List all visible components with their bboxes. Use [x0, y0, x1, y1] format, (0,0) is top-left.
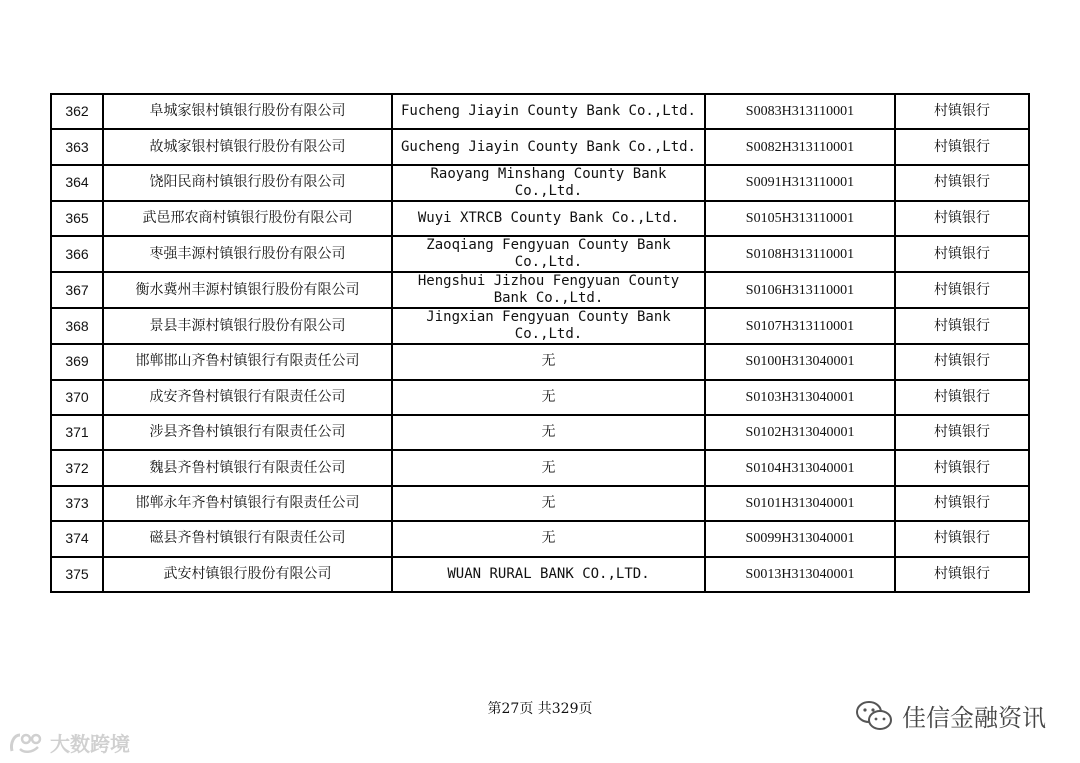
wechat-icon [854, 699, 894, 733]
cell-bank-name-en: 无 [392, 344, 705, 379]
cell-bank-name-en: 无 [392, 486, 705, 521]
cell-institution-code: S0083H313110001 [705, 94, 895, 129]
table-row [51, 201, 1029, 236]
cell-bank-name-cn: 邯郸永年齐鲁村镇银行有限责任公司 [103, 486, 392, 521]
table-row [51, 450, 1029, 485]
cell-institution-code: S0099H313040001 [705, 521, 895, 556]
watermark-right [854, 698, 1046, 733]
cell-bank-name-en: WUAN RURAL BANK CO.,LTD. [392, 557, 705, 592]
cell-bank-name-cn: 饶阳民商村镇银行股份有限公司 [103, 165, 392, 201]
cell-institution-code: S0106H313110001 [705, 272, 895, 308]
table-row [51, 344, 1029, 379]
cell-bank-name-en: 无 [392, 415, 705, 450]
cell-institution-type: 村镇银行 [895, 450, 1029, 485]
cell-bank-name-cn: 成安齐鲁村镇银行有限责任公司 [103, 380, 392, 415]
cell-bank-name-en: 无 [392, 521, 705, 556]
cell-institution-type: 村镇银行 [895, 557, 1029, 592]
cell-number: 371 [51, 415, 103, 450]
cell-bank-name-cn: 魏县齐鲁村镇银行有限责任公司 [103, 450, 392, 485]
cell-bank-name-en: Jingxian Fengyuan County Bank Co.,Ltd. [392, 308, 705, 344]
table-row [51, 165, 1029, 201]
cell-number: 374 [51, 521, 103, 556]
table-row [51, 308, 1029, 344]
cell-number: 369 [51, 344, 103, 379]
cell-institution-code: S0091H313110001 [705, 165, 895, 201]
cell-institution-code: S0013H313040001 [705, 557, 895, 592]
watermark-left [8, 728, 130, 757]
cell-bank-name-en: Zaoqiang Fengyuan County Bank Co.,Ltd. [392, 236, 705, 272]
cell-institution-code: S0082H313110001 [705, 129, 895, 164]
cell-institution-type: 村镇银行 [895, 201, 1029, 236]
cell-institution-type: 村镇银行 [895, 94, 1029, 129]
cell-bank-name-cn: 故城家银村镇银行股份有限公司 [103, 129, 392, 164]
cell-institution-type: 村镇银行 [895, 308, 1029, 344]
cell-institution-code: S0105H313110001 [705, 201, 895, 236]
cell-number: 362 [51, 94, 103, 129]
cell-institution-type: 村镇银行 [895, 129, 1029, 164]
cell-bank-name-cn: 磁县齐鲁村镇银行有限责任公司 [103, 521, 392, 556]
cell-institution-code: S0100H313040001 [705, 344, 895, 379]
cell-number: 375 [51, 557, 103, 592]
cell-bank-name-cn: 阜城家银村镇银行股份有限公司 [103, 94, 392, 129]
cell-number: 372 [51, 450, 103, 485]
cell-institution-type: 村镇银行 [895, 165, 1029, 201]
cell-institution-code: S0102H313040001 [705, 415, 895, 450]
cell-institution-code: S0101H313040001 [705, 486, 895, 521]
cell-institution-code: S0108H313110001 [705, 236, 895, 272]
cell-institution-type: 村镇银行 [895, 380, 1029, 415]
cell-institution-code: S0104H313040001 [705, 450, 895, 485]
cell-bank-name-cn: 武安村镇银行股份有限公司 [103, 557, 392, 592]
cell-institution-type: 村镇银行 [895, 521, 1029, 556]
cell-bank-name-en: Raoyang Minshang County Bank Co.,Ltd. [392, 165, 705, 201]
cell-number: 367 [51, 272, 103, 308]
watermark-left-text: 大数跨境 [50, 732, 130, 756]
cell-bank-name-en: 无 [392, 450, 705, 485]
cell-number: 363 [51, 129, 103, 164]
cell-institution-type: 村镇银行 [895, 344, 1029, 379]
table-row [51, 415, 1029, 450]
table-row [51, 272, 1029, 308]
table-row [51, 94, 1029, 129]
cell-institution-type: 村镇银行 [895, 415, 1029, 450]
cell-number: 365 [51, 201, 103, 236]
cell-number: 370 [51, 380, 103, 415]
watermark-right-text: 佳信金融资讯 [902, 704, 1046, 732]
bigdata-logo-icon [8, 731, 46, 755]
cell-institution-code: S0103H313040001 [705, 380, 895, 415]
cell-bank-name-cn: 衡水冀州丰源村镇银行股份有限公司 [103, 272, 392, 308]
cell-bank-name-cn: 武邑邢农商村镇银行股份有限公司 [103, 201, 392, 236]
table-row [51, 380, 1029, 415]
cell-number: 368 [51, 308, 103, 344]
cell-institution-type: 村镇银行 [895, 486, 1029, 521]
cell-bank-name-en: Fucheng Jiayin County Bank Co.,Ltd. [392, 94, 705, 129]
cell-institution-type: 村镇银行 [895, 272, 1029, 308]
cell-bank-name-en: 无 [392, 380, 705, 415]
table-row [51, 486, 1029, 521]
table-body [51, 94, 1029, 592]
cell-bank-name-en: Hengshui Jizhou Fengyuan County Bank Co.,Ltd. [392, 272, 705, 308]
cell-bank-name-en: Wuyi XTRCB County Bank Co.,Ltd. [392, 201, 705, 236]
cell-bank-name-cn: 枣强丰源村镇银行股份有限公司 [103, 236, 392, 272]
table-row [51, 129, 1029, 164]
cell-number: 373 [51, 486, 103, 521]
cell-number: 364 [51, 165, 103, 201]
page-number: 第27页 共329页 [487, 701, 593, 717]
cell-institution-code: S0107H313110001 [705, 308, 895, 344]
cell-bank-name-en: Gucheng Jiayin County Bank Co.,Ltd. [392, 129, 705, 164]
bank-list-table [50, 93, 1030, 593]
cell-bank-name-cn: 景县丰源村镇银行股份有限公司 [103, 308, 392, 344]
table-row [51, 521, 1029, 556]
table-row [51, 557, 1029, 592]
cell-number: 366 [51, 236, 103, 272]
cell-bank-name-cn: 邯郸邯山齐鲁村镇银行有限责任公司 [103, 344, 392, 379]
cell-institution-type: 村镇银行 [895, 236, 1029, 272]
table-row [51, 236, 1029, 272]
cell-bank-name-cn: 涉县齐鲁村镇银行有限责任公司 [103, 415, 392, 450]
